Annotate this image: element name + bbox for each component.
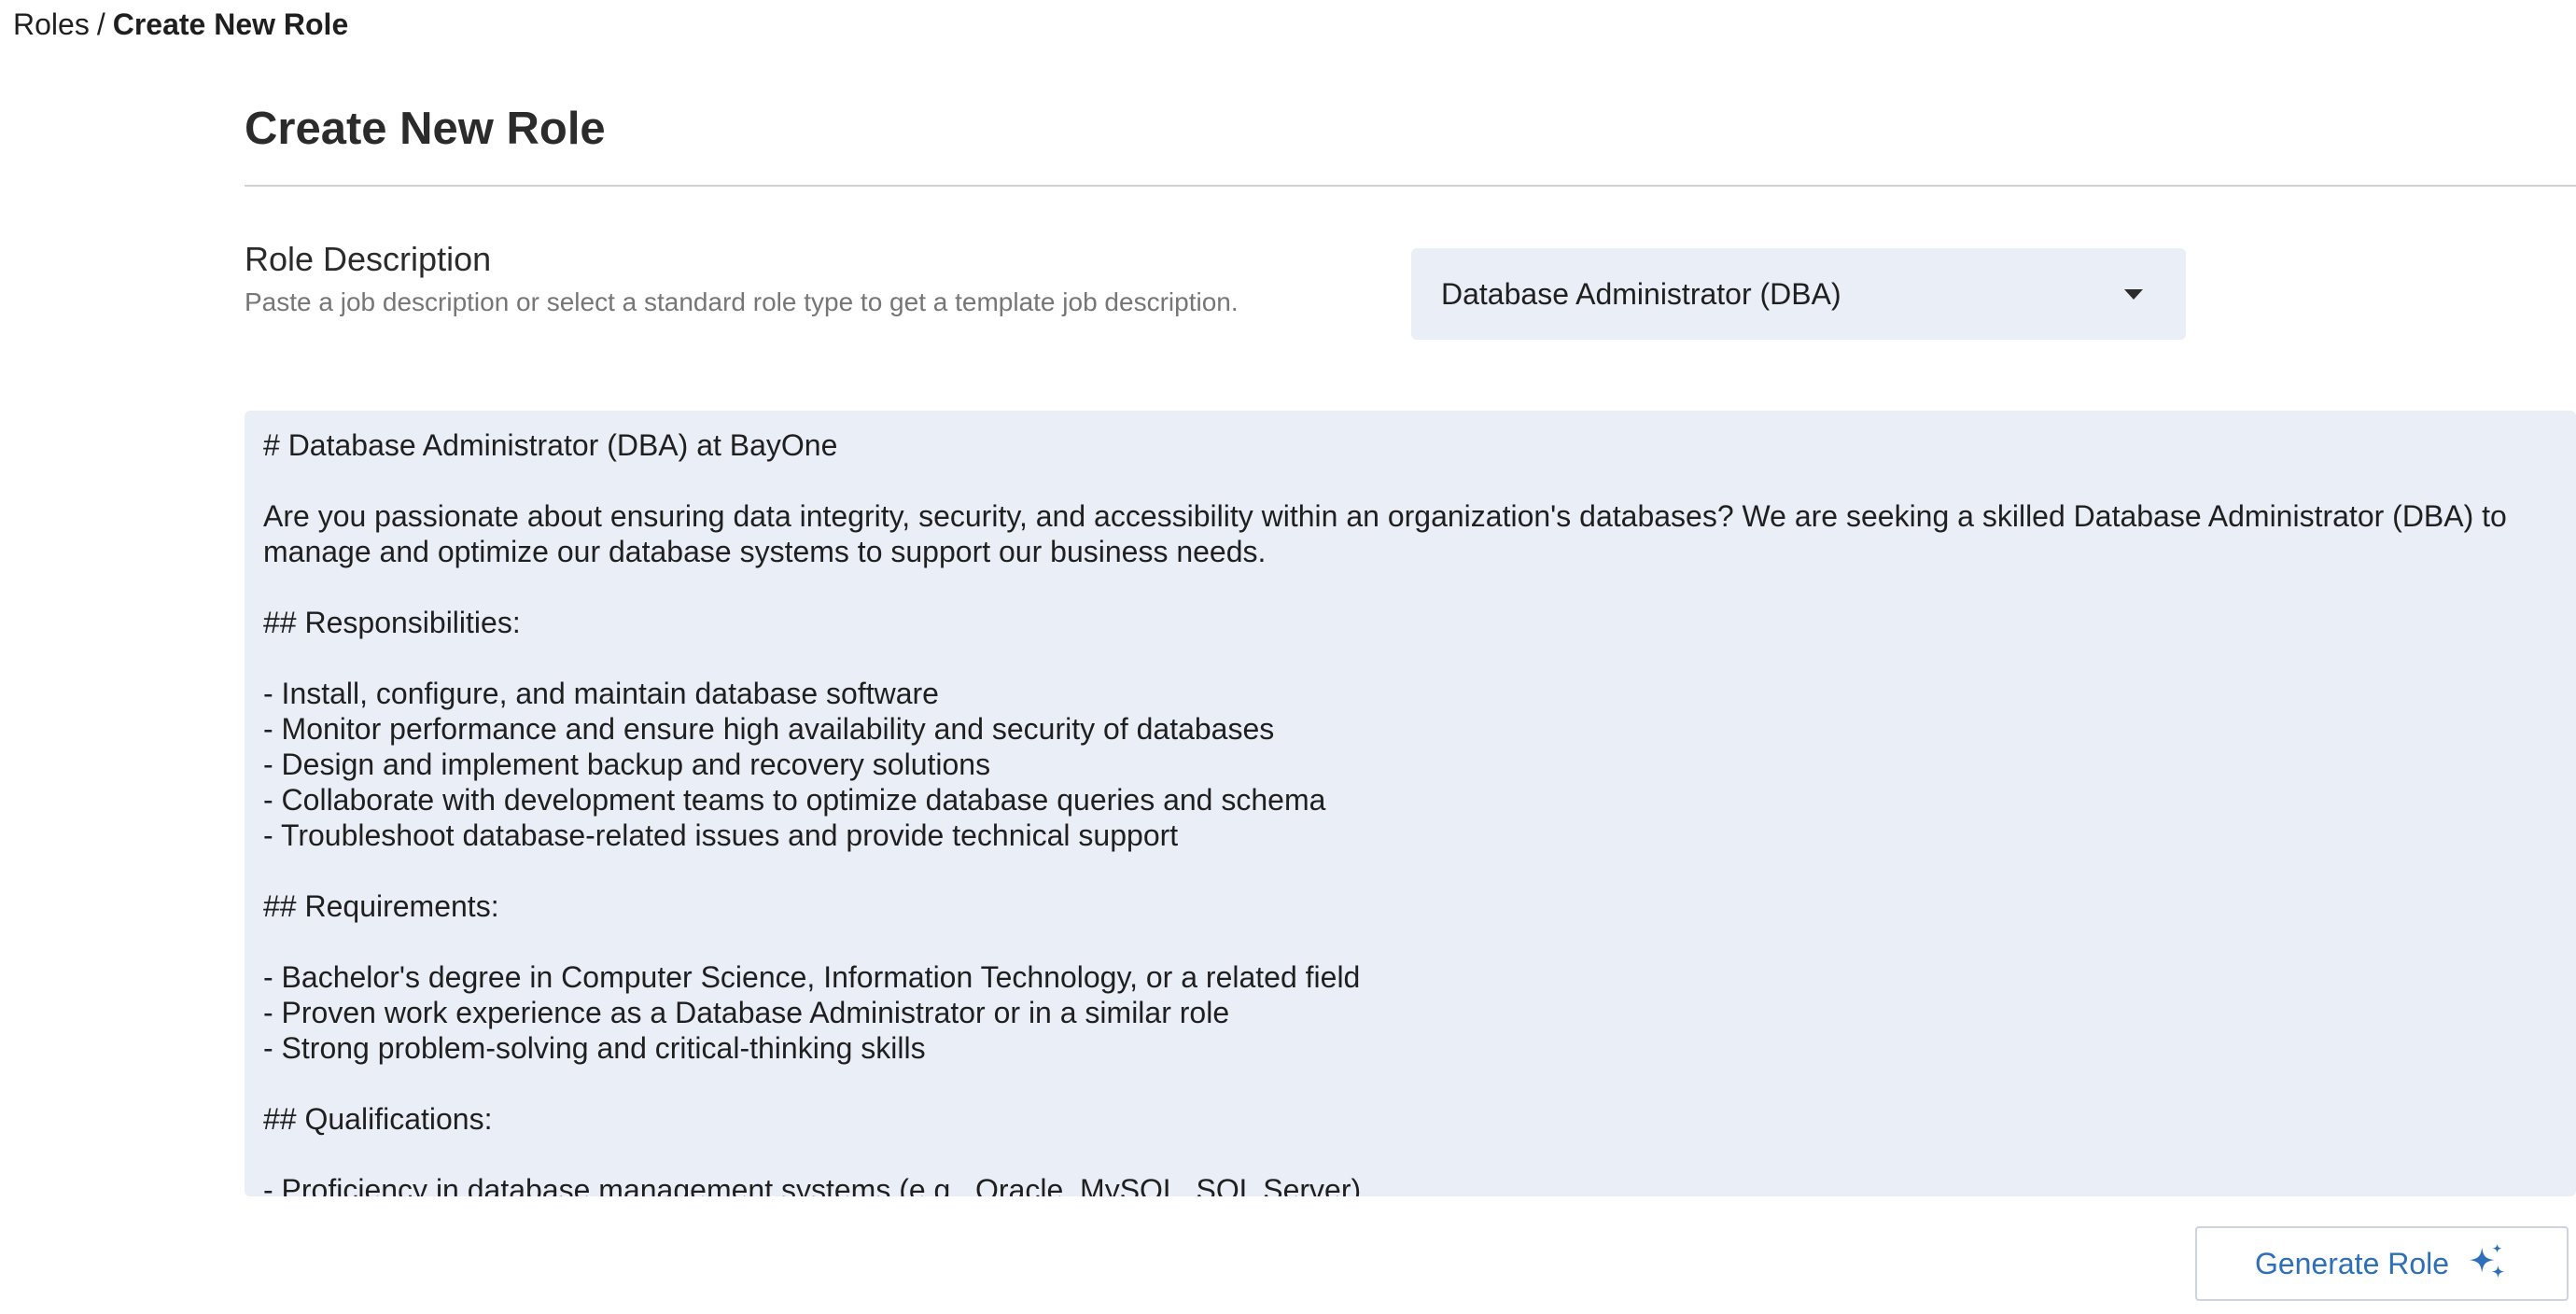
breadcrumb-roles-link[interactable]: Roles (13, 7, 90, 41)
page-title: Create New Role (245, 104, 606, 154)
title-divider (245, 185, 2576, 187)
sparkle-icon (2466, 1242, 2509, 1285)
role-description-heading: Role Description (245, 240, 492, 278)
breadcrumb-current: Create New Role (112, 7, 349, 41)
role-description-helper: Paste a job description or select a standard role type to get a template job description. (245, 287, 1239, 316)
generate-role-button[interactable] (2195, 1226, 2569, 1301)
breadcrumb (13, 6, 348, 43)
role-type-selected-value: Database Administrator (DBA) (1441, 276, 1841, 311)
generate-role-label: Generate Role (2254, 1246, 2450, 1280)
caret-down-icon (2124, 289, 2143, 300)
role-type-select[interactable] (1411, 248, 2186, 340)
breadcrumb-separator: / (96, 7, 105, 41)
job-description-textarea[interactable] (245, 411, 2576, 1196)
